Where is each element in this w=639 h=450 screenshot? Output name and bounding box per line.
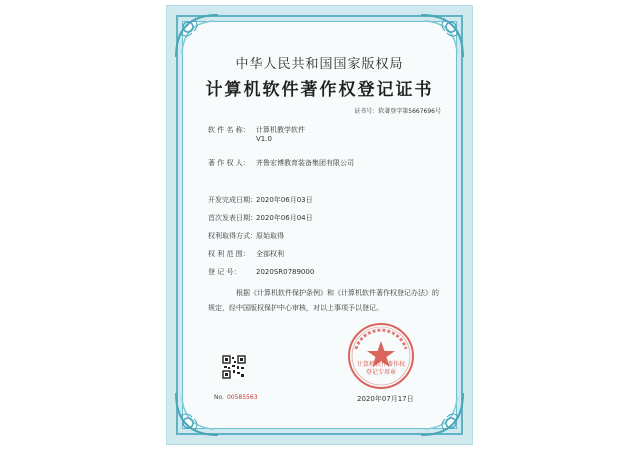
acquisition: 原始取得 [256,232,284,240]
owner-row [208,158,354,168]
owner: 齐鲁宏博教育装备集团有限公司 [256,159,354,167]
scope: 全部权利 [256,250,284,258]
software-name-row [208,125,305,135]
serial-number [214,394,258,401]
serial-value: 00585563 [226,394,258,401]
completion-date-row [208,195,313,205]
serial-prefix: No. [214,394,224,401]
publication-date: 2020年06月04日 [256,214,313,222]
completion-date: 2020年06月03日 [256,196,313,204]
registration-number-row [208,267,314,277]
scope-row [208,249,284,259]
publication-date-row [208,213,313,223]
ornament-corner-icon [419,391,465,437]
certificate-title: 计算机软件著作权登记证书 [205,80,434,100]
official-seal-icon [346,321,416,391]
software-name-label: 软 件 名 称： [208,126,250,134]
scope-label: 权 利 范 围： [208,250,250,258]
owner-label: 著 作 权 人： [208,159,250,167]
statement-line-2: 规定，经中国版权保护中心审核，对以上事项予以登记。 [208,304,383,312]
certificate [166,5,473,445]
issuer-title: 中华人民共和国国家版权局 [235,57,404,72]
statement-line-1: 根据《计算机软件保护条例》和《计算机软件著作权登记办法》的 [236,289,439,297]
seal-text [346,361,416,377]
qr-code-icon [222,355,246,379]
statement [208,286,443,316]
completion-date-label: 开发完成日期： [208,196,257,204]
seal-text-line-1: 计算机软件著作权 [356,361,405,368]
seal-text-line-2: 登记专用章 [365,369,396,376]
issue-date: 2020年07月17日 [357,395,414,403]
certificate-number: 证书号：软著登字第5667696号 [354,108,441,115]
software-version: V1.0 [256,135,272,143]
registration-number: 2020SR0789000 [256,268,315,276]
software-name: 计算机教学软件 [256,126,305,134]
acquisition-row [208,231,284,241]
acquisition-label: 权利取得方式： [208,232,257,240]
registration-number-label: 登 记 号： [208,268,241,276]
publication-date-label: 首次发表日期： [208,214,257,222]
